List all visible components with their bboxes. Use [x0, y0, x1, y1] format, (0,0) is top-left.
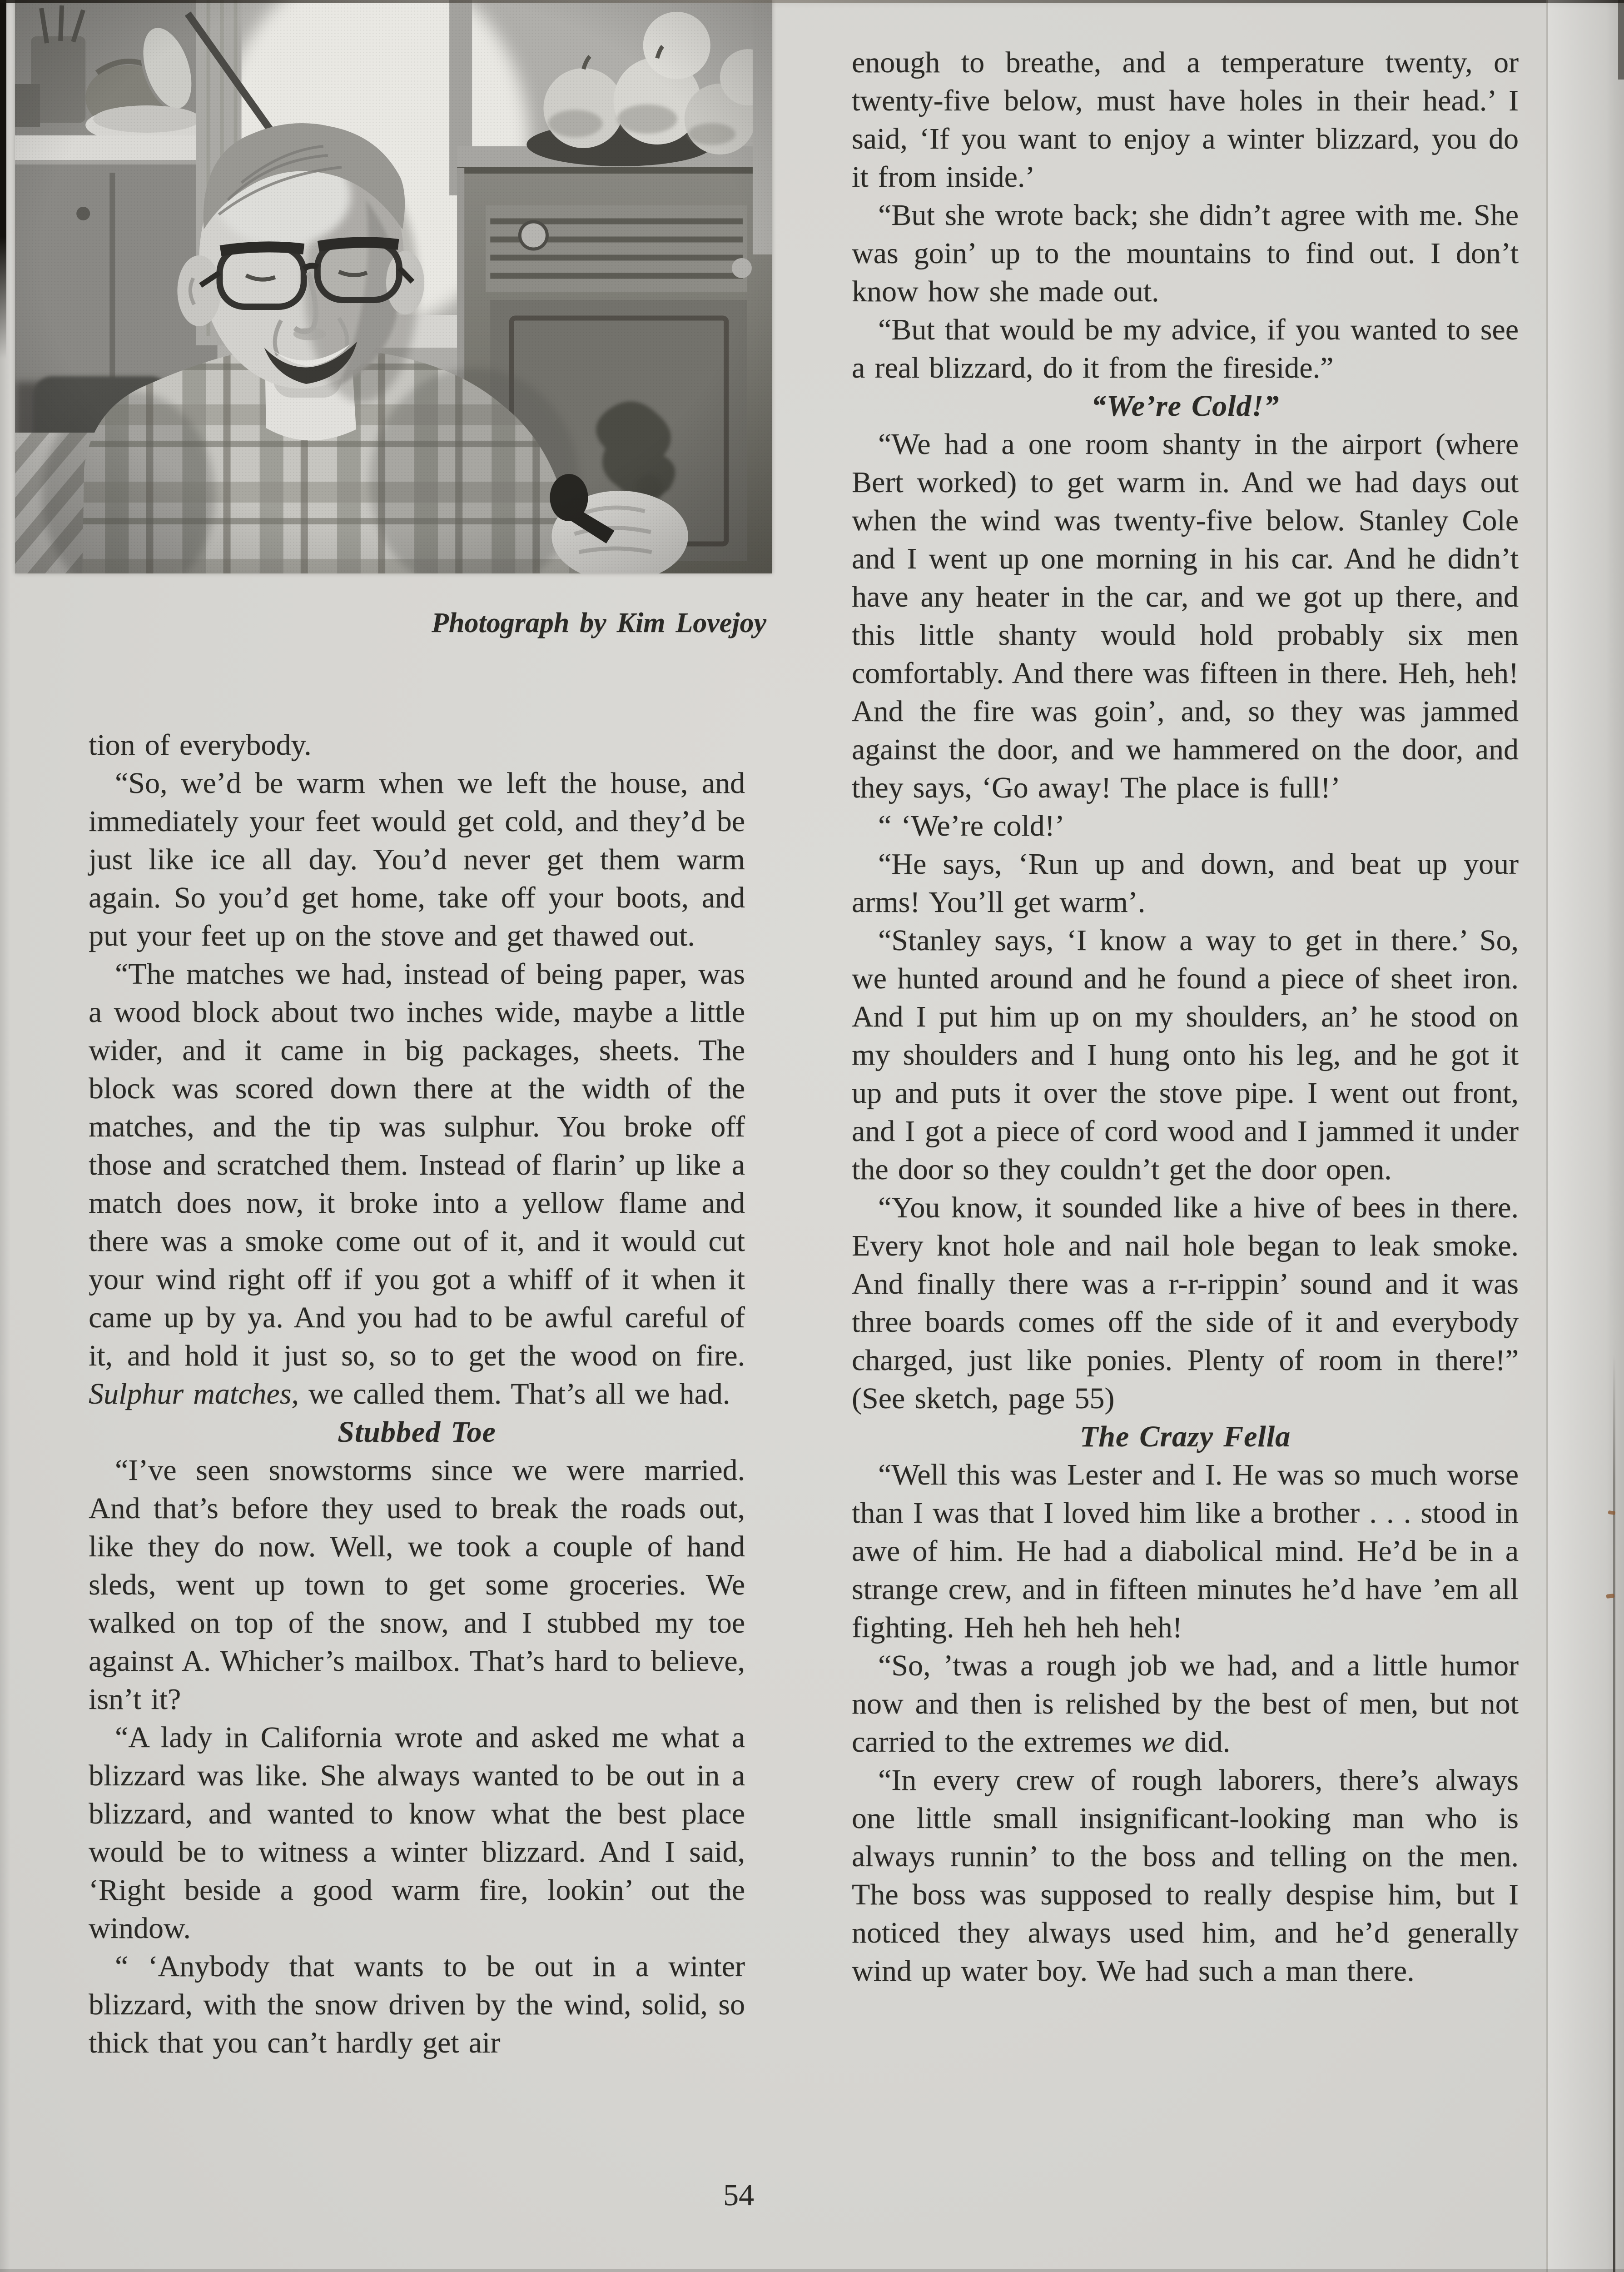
paragraph: “In every crew of rough laborers, there’s always one little small insignificant-looking man who is always runnin’ to the boss and telling on the men. The boss was supposed to really despise him, but I noticed they always used him, and he’d generally wind up water boy. We had such a man there.	[852, 1764, 1519, 1988]
paragraph: “Stanley says, ‘I know a way to get in there.’ So, we hunted around and he found a piece of sheet iron. And I put him up on my shoulders, an’ he stood on my shoulders and I hung onto his leg, and he got it up and puts it over the stove pipe. I went out front, and I got a piece of cord wood and I jammed it under the door so they couldn’t get the door open.	[852, 924, 1519, 1186]
paragraph: “Well this was Lester and I. He was so much worse than I was that I loved him like a brother . . . stood in awe of him. He had a diabolical mind. He’d be in a strange crew, and in fifteen minutes he’d have ’em all fighting. Heh heh heh heh!	[852, 1458, 1519, 1644]
page-edge-shade	[1548, 0, 1624, 2272]
paragraph: “But that would be my advice, if you wanted to see a real blizzard, do it from the fireside.”	[852, 313, 1519, 384]
scan-edge-top	[0, 0, 1624, 3]
paper-speck	[1606, 1594, 1615, 1599]
section-heading: “We’re Cold!”	[1091, 389, 1280, 423]
paragraph: “I’ve seen snowstorms since we were married. And that’s before they used to break the roads out, like they do now. Well, we took a couple of hand sleds, went up town to get some groceries. We walked on top of the snow, and I stubbed my toe against A. Whicher’s mailbox. That’s hard to believe, isn’t it?	[89, 1454, 745, 1716]
paragraph: “The matches we had, instead of being paper, was a wood block about two inches wide, maybe a little wider, and it came in big packages, sheets. The block was scored down there at the width of the matches, and the tip was sulphur. You broke off those and scratched them. Instead of flarin’ up like a match does now, it broke into a yellow flame and there was a smoke come out of it, and it would cut your wind right off if you got a whiff of it when it came up by ya. And you had to be awful careful of it, and hold it just so, so to get the wood on fire. Sulphur matches, we called them. That’s all we had.	[89, 957, 745, 1410]
paragraph: “ ‘Anybody that wants to be out in a winter blizzard, with the snow driven by the wind, solid, so thick that you can’t hardly get air	[89, 1950, 745, 2059]
left-column	[89, 726, 745, 2062]
section-heading: Stubbed Toe	[338, 1415, 496, 1449]
paragraph: “We had a one room shanty in the airport (where Bert worked) to get warm in. And we had days out when the wind was twenty-five below. Stanley Cole and I went up one morning in his car. And he didn’t have any heater in the car, and we got up there, and this little shanty would hold probably six men comfortably. And there was fifteen in there. Heh, heh! And the fire was goin’, and, so they was jammed against the door, and we hammered on the door, and they says, ‘Go away! The place is full!’	[852, 428, 1519, 804]
scan-edge-bottom	[0, 2269, 1624, 2272]
photo-credit: Photograph by Kim Lovejoy	[432, 608, 766, 638]
paragraph: “ ‘We’re cold!’	[878, 809, 1065, 842]
right-column	[852, 44, 1519, 1990]
paragraph: “So, we’d be warm when we left the house, and immediately your feet would get cold, and they’d be just like ice all day. You’d never get them warm again. So you’d get home, take off your boots, and put your feet up on the stove and get thawed out.	[89, 767, 745, 952]
page-edge-line	[1613, 1354, 1615, 2272]
photo-image	[15, 0, 772, 573]
paragraph: “But she wrote back; she didn’t agree with me. She was goin’ up to the mountains to find out. I don’t know how she made out.	[852, 199, 1519, 308]
photo-elderly-man-kitchen	[15, 0, 772, 573]
section-heading: The Crazy Fella	[1079, 1420, 1291, 1453]
paragraph: enough to breathe, and a temperature twenty, or twenty-five below, must have holes in their head.’ I said, ‘If you want to enjoy a winter blizzard, you do it from inside.’	[852, 46, 1519, 194]
scan-edge-left	[0, 0, 6, 359]
paragraph: “So, ’twas a rough job we had, and a little humor now and then is relished by the best of men, but not carried to the extremes we did.	[852, 1649, 1519, 1759]
paragraph: tion of everybody.	[89, 728, 312, 762]
page-number: 54	[723, 2177, 754, 2212]
paragraph: “He says, ‘Run up and down, and beat up your arms! You’ll get warm’.	[852, 847, 1519, 919]
paragraph: “You know, it sounded like a hive of bees in there. Every knot hole and nail hole began to leak smoke. And finally there was a r-r-rippin’ sound and it was three boards comes off the side of it and everybody charged, just like ponies. Plenty of room in there!” (See sketch, page 55)	[852, 1191, 1519, 1415]
photo-vignette	[15, 0, 772, 573]
paragraph: “A lady in California wrote and asked me what a blizzard was like. She always wanted to be out in a blizzard, and wanted to know what the best place would be to witness a winter blizzard. And I said, ‘Right beside a good warm fire, lookin’ out the window.	[89, 1721, 745, 1945]
